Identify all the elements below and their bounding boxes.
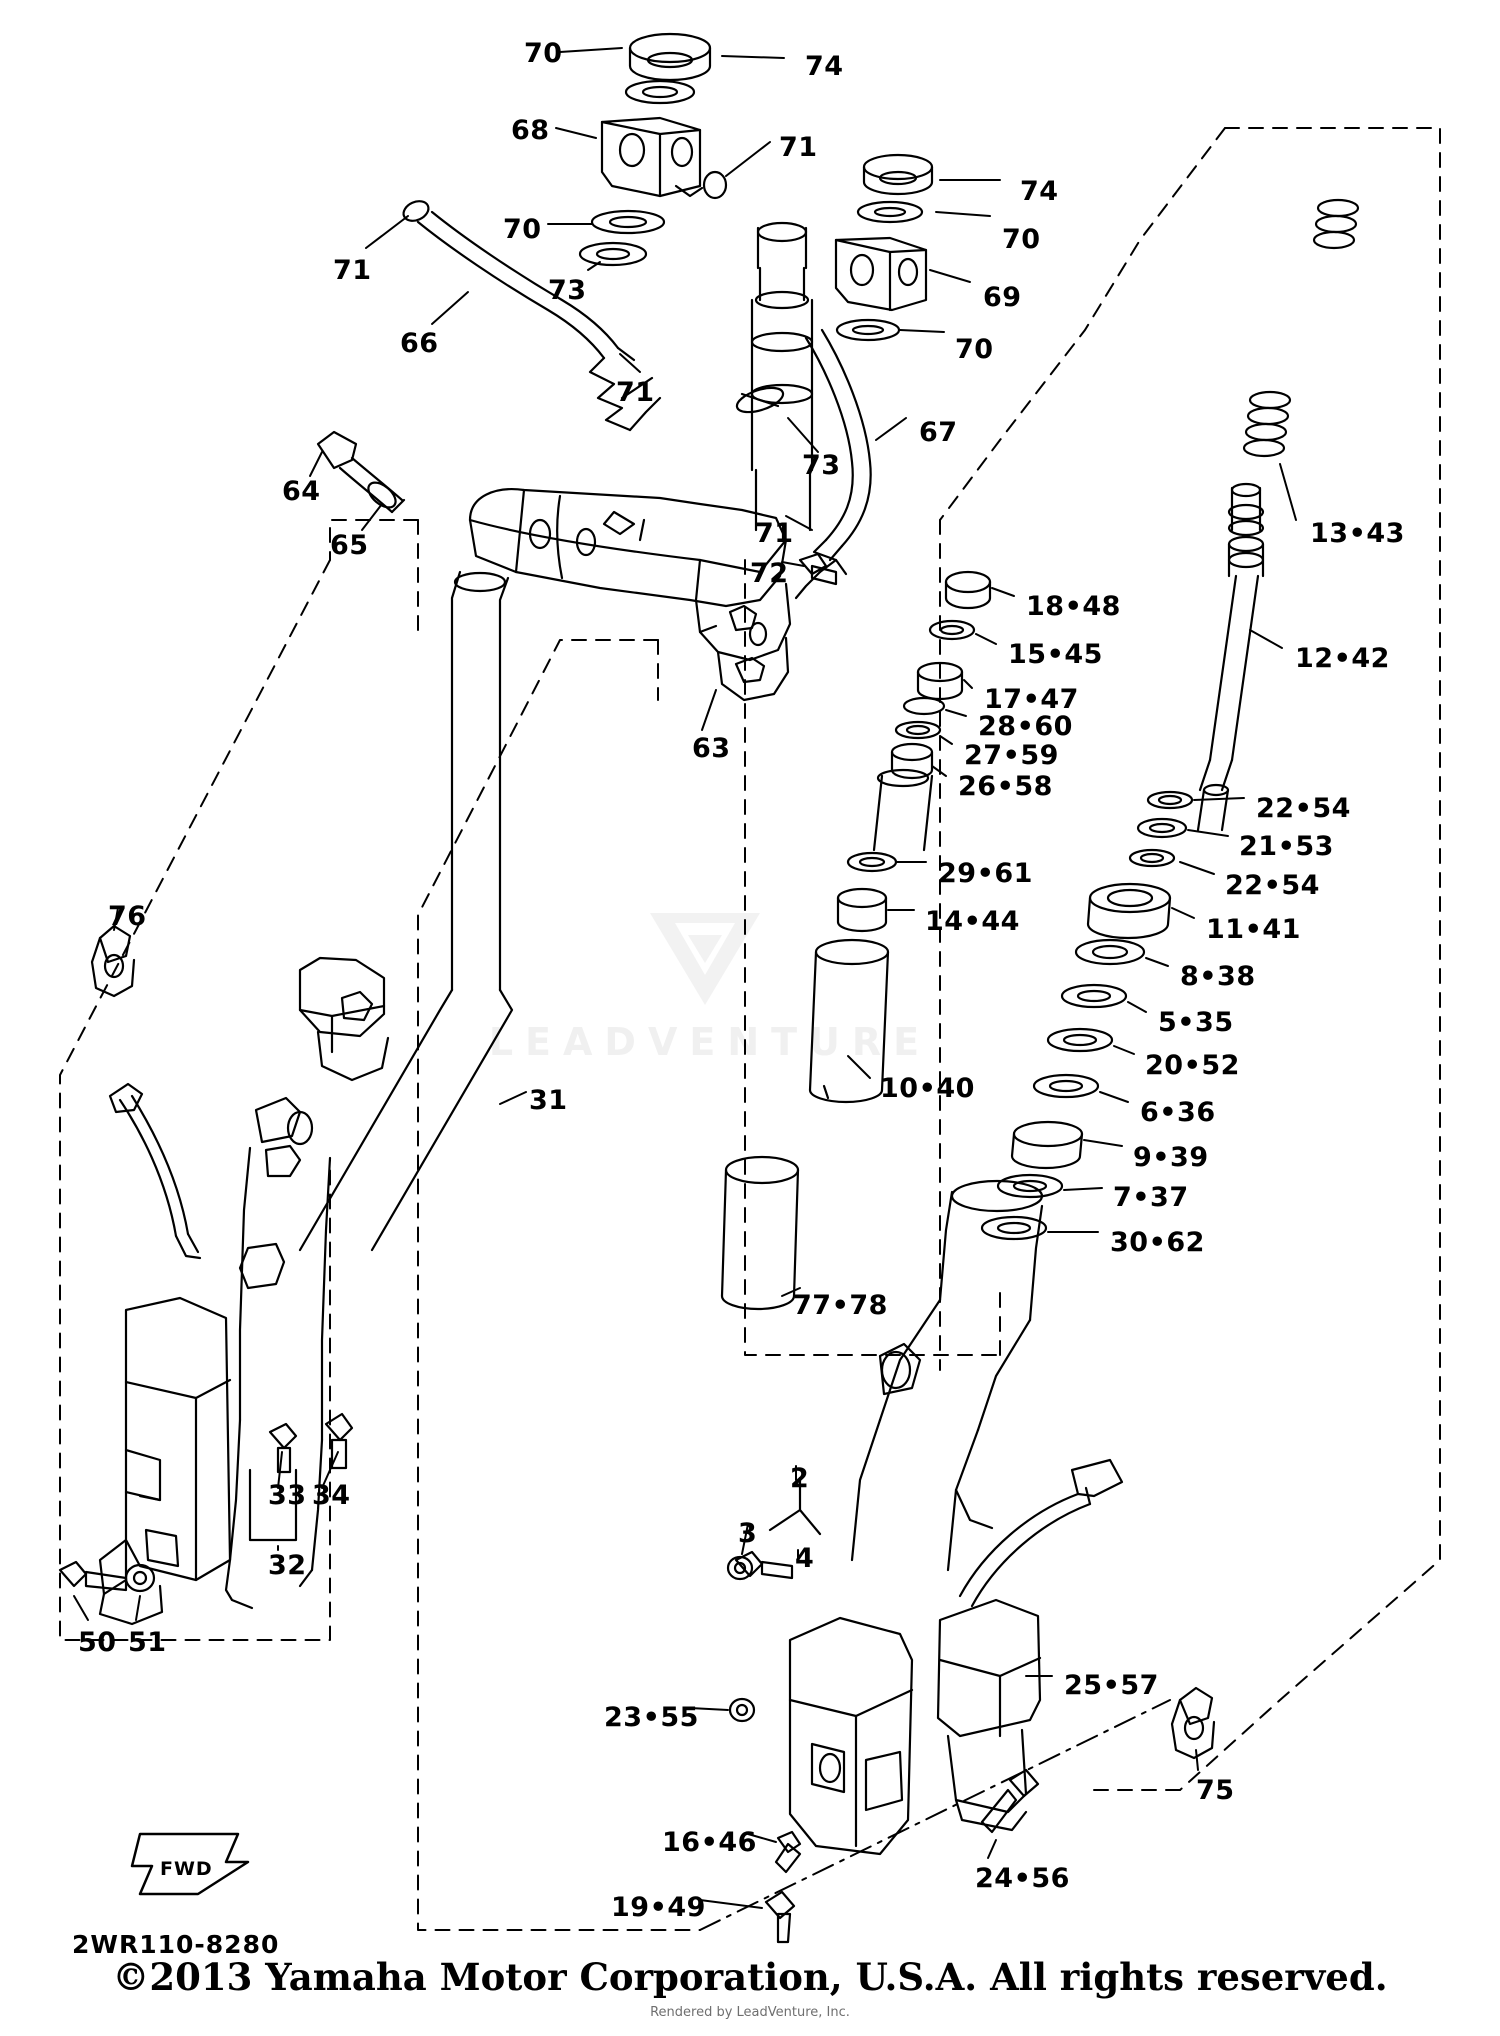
part-callout-50: 50 bbox=[78, 1627, 117, 1658]
part-callout-30-62: 30•62 bbox=[1110, 1227, 1205, 1258]
part-callout-12-42: 12•42 bbox=[1295, 643, 1390, 674]
part-callout-71: 71 bbox=[755, 518, 794, 549]
part-callout-32: 32 bbox=[268, 1550, 307, 1581]
part-callout-24-56: 24•56 bbox=[975, 1863, 1070, 1894]
part-callout-64: 64 bbox=[282, 476, 321, 507]
fwd-label: FWD bbox=[160, 1858, 213, 1880]
part-callout-19-49: 19•49 bbox=[611, 1892, 706, 1923]
part-callout-71: 71 bbox=[616, 377, 655, 408]
part-callout-23-55: 23•55 bbox=[604, 1702, 699, 1733]
part-callout-4: 4 bbox=[795, 1543, 815, 1574]
part-callout-8-38: 8•38 bbox=[1180, 961, 1256, 992]
rendered-by-text: Rendered by LeadVenture, Inc. bbox=[650, 2005, 850, 2020]
part-callout-66: 66 bbox=[400, 328, 439, 359]
part-callout-14-44: 14•44 bbox=[925, 906, 1020, 937]
part-callout-2: 2 bbox=[790, 1463, 810, 1494]
part-callout-51: 51 bbox=[128, 1627, 167, 1658]
part-callout-9-39: 9•39 bbox=[1133, 1142, 1209, 1173]
part-callout-70: 70 bbox=[1002, 224, 1041, 255]
part-callout-33: 33 bbox=[268, 1480, 307, 1511]
part-callout-73: 73 bbox=[802, 450, 841, 481]
part-callout-17-47: 17•47 bbox=[984, 684, 1079, 715]
part-callout-15-45: 15•45 bbox=[1008, 639, 1103, 670]
part-callout-22-54: 22•54 bbox=[1225, 870, 1320, 901]
part-callout-20-52: 20•52 bbox=[1145, 1050, 1240, 1081]
part-callout-21-53: 21•53 bbox=[1239, 831, 1334, 862]
part-callout-67: 67 bbox=[919, 417, 958, 448]
part-callout-76: 76 bbox=[108, 901, 147, 932]
part-callout-5-35: 5•35 bbox=[1158, 1007, 1234, 1038]
part-callout-63: 63 bbox=[692, 733, 731, 764]
part-callout-6-36: 6•36 bbox=[1140, 1097, 1216, 1128]
part-callout-29-61: 29•61 bbox=[938, 858, 1033, 889]
part-callout-75: 75 bbox=[1196, 1775, 1235, 1806]
part-callout-26-58: 26•58 bbox=[958, 771, 1053, 802]
part-callout-16-46: 16•46 bbox=[662, 1827, 757, 1858]
part-callout-7-37: 7•37 bbox=[1113, 1182, 1189, 1213]
part-callout-11-41: 11•41 bbox=[1206, 914, 1301, 945]
part-callout-70: 70 bbox=[503, 214, 542, 245]
part-callout-10-40: 10•40 bbox=[880, 1073, 975, 1104]
part-callout-65: 65 bbox=[330, 530, 369, 561]
part-callout-69: 69 bbox=[983, 282, 1022, 313]
part-callout-31: 31 bbox=[529, 1085, 568, 1116]
part-callout-74: 74 bbox=[805, 51, 844, 82]
part-callout-70: 70 bbox=[524, 38, 563, 69]
part-callout-70: 70 bbox=[955, 334, 994, 365]
part-callout-71: 71 bbox=[779, 132, 818, 163]
copyright-text: ©2013 Yamaha Motor Corporation, U.S.A. All rights reserved. bbox=[112, 1955, 1388, 1999]
part-callout-13-43: 13•43 bbox=[1310, 518, 1405, 549]
part-callout-68: 68 bbox=[511, 115, 550, 146]
part-callout-73: 73 bbox=[548, 275, 587, 306]
part-callout-22-54: 22•54 bbox=[1256, 793, 1351, 824]
part-callout-74: 74 bbox=[1020, 176, 1059, 207]
part-callout-25-57: 25•57 bbox=[1064, 1670, 1159, 1701]
part-callout-3: 3 bbox=[738, 1518, 758, 1549]
part-callout-72: 72 bbox=[750, 558, 789, 589]
part-callout-28-60: 28•60 bbox=[978, 711, 1073, 742]
part-callout-71: 71 bbox=[333, 255, 372, 286]
part-callout-34: 34 bbox=[312, 1480, 351, 1511]
part-callout-27-59: 27•59 bbox=[964, 740, 1059, 771]
watermark-text: LEADVENTURE bbox=[488, 1020, 932, 1064]
diagram-code: 2WR110-8280 bbox=[72, 1930, 280, 1959]
part-callout-77-78: 77•78 bbox=[793, 1290, 888, 1321]
part-callout-18-48: 18•48 bbox=[1026, 591, 1121, 622]
